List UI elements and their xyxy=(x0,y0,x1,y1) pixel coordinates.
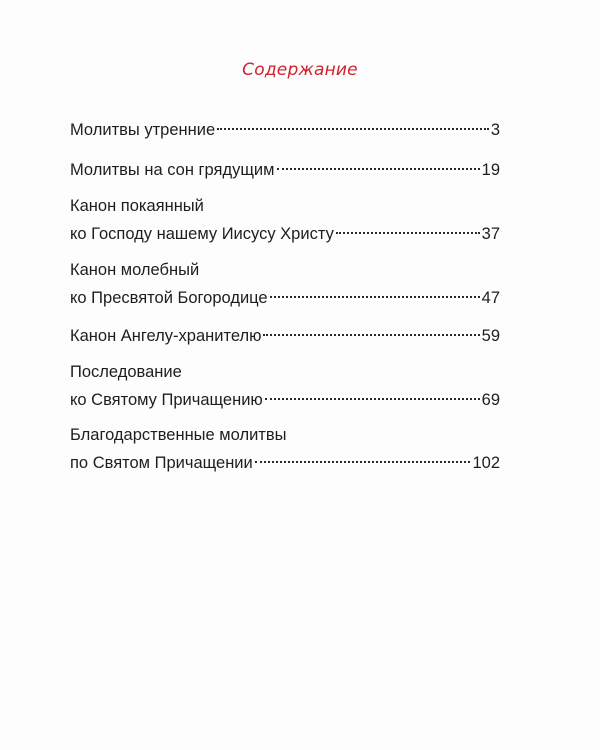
toc-entry xyxy=(70,153,500,181)
toc-entry-line xyxy=(70,195,500,217)
dot-leader xyxy=(217,113,489,135)
toc-entry xyxy=(70,113,500,141)
toc-entry-line xyxy=(70,153,500,181)
toc-entry-line xyxy=(70,424,500,446)
toc-page-number: 59 xyxy=(481,327,500,345)
toc-entry xyxy=(70,361,500,411)
toc-entry xyxy=(70,195,500,245)
toc-entry-title: Канон покаянный xyxy=(70,197,204,215)
toc-page-number: 3 xyxy=(490,121,500,139)
toc-entry xyxy=(70,259,500,309)
dot-leader xyxy=(265,383,480,405)
toc-page-number: 69 xyxy=(481,391,500,409)
toc-entry-title-continued: по Святом Причащении xyxy=(70,454,253,472)
toc-entry-title: Молитвы на сон грядущим xyxy=(70,161,275,179)
toc-entry-title: Благодарственные молитвы xyxy=(70,426,287,444)
toc-entry-title-continued: ко Святому Причащению xyxy=(70,391,263,409)
page-title: Содержание xyxy=(242,60,358,80)
toc-entry-line xyxy=(70,319,500,347)
dot-leader xyxy=(255,446,471,468)
toc-entry-line xyxy=(70,113,500,141)
toc-entry xyxy=(70,424,500,474)
toc-entry-title: Молитвы утренние xyxy=(70,121,216,139)
toc-entry-line xyxy=(70,446,500,474)
toc-entry-line xyxy=(70,259,500,281)
toc-entry-line xyxy=(70,383,500,411)
toc-page-number: 19 xyxy=(481,161,500,179)
dot-leader xyxy=(263,319,479,341)
dot-leader xyxy=(277,153,480,175)
toc-entry-title-continued: ко Господу нашему Иисусу Христу xyxy=(70,225,334,243)
toc-entry xyxy=(70,319,500,347)
toc-entry-title: Канон молебный xyxy=(70,261,200,279)
toc-entry-title: Последование xyxy=(70,363,182,381)
toc-page-number: 47 xyxy=(481,289,500,307)
dot-leader xyxy=(336,217,480,239)
toc-page-number: 37 xyxy=(481,225,500,243)
toc-entry-line xyxy=(70,217,500,245)
toc-page-number: 102 xyxy=(472,454,500,472)
toc-entry-line xyxy=(70,281,500,309)
toc-entry-title-continued: ко Пресвятой Богородице xyxy=(70,289,268,307)
dot-leader xyxy=(270,281,480,303)
toc-entry-line xyxy=(70,361,500,383)
toc-entry-title: Канон Ангелу-хранителю xyxy=(70,327,262,345)
